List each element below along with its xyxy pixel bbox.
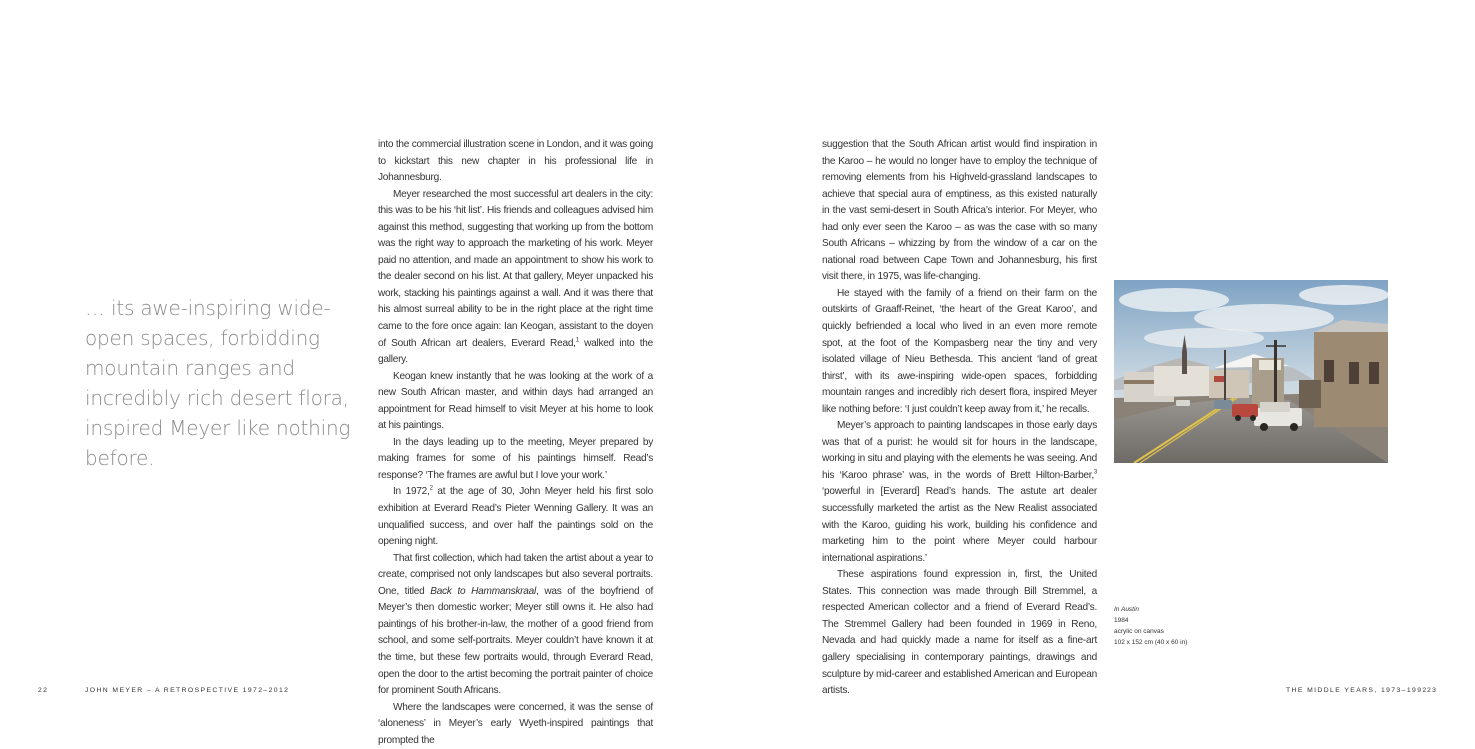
left-text-column [378,137,653,749]
paragraph-text: at the age of 30, John Meyer held his first solo exhibition at Everard Read’s Pieter Wenning Gallery. It was an unqualified success, and over half the paintings sold on the opening night. [378,486,653,548]
left-running-head: JOHN MEYER – A RETROSPECTIVE 1972–2012 [85,687,290,694]
right-running-head: THE MIDDLE YEARS, 1973–1992 [1286,687,1428,694]
paragraph [378,484,653,550]
paragraph: These aspirations found expression in, first, the United States. This connection was made through Bill Stremmel, a respected American collector and a friend of Everard Read’s. The Stremmel Gallery had been founded in 1969 in Reno, Nevada and had quickly made a name for itself as a fine-art gallery specialising in contemporary paintings, drawings and sculpture by mid-career and established American and European artists. [822,569,1097,697]
paragraph-text: , was of the boyfriend of Meyer’s then domestic worker; Meyer still owns it. He also had paintings of his brother-in-law, the mother of a good friend from school, and some self-portraits. Meyer couldn’t have known it at the time, but these few portraits would, through Everard Read, open the door to the artist becoming the portrait painter of choice for prominent South Africans. [378,585,653,697]
paragraph: He stayed with the family of a friend on their farm on the outskirts of Graaff-Reinet, ‘the heart of the Great Karoo’, and quickly befriended a local who lived in an even more remote spot, at the foot of the Kompasberg near the tiny and very isolated village of Nieu Bethesda. This ancient ‘land of great thirst’, with its awe-inspiring wide-open spaces, forbidding mountain ranges and incredibly rich desert flora, inspired Meyer like nothing before: ‘I just couldn’t keep away from it,’ he recalls. [822,287,1097,415]
artwork-title: Back to Hammanskraal [430,585,537,597]
footnote-marker: 1 [575,337,579,344]
image-caption [1114,604,1187,648]
right-page-number: 23 [1427,687,1438,694]
paragraph-text: Meyer’s approach to painting landscapes in those early days was that of a purist: he would sit for hours in the landscape, working in situ and playing with the elements he was seeing. And his ‘Karoo phrase’ was, in the words of Brett Hilton-Barber, [822,420,1097,481]
paragraph: Where the landscapes were concerned, it was the sense of ‘aloneness’ in Meyer’s early Wyeth-inspired paintings that prompted the [378,701,653,746]
painting-image [1114,280,1388,463]
painting-street-scene [1114,280,1388,463]
paragraph-text: That first collection, which had taken the artist about a year to create, comprised not only landscapes but also several portraits. One, titled [378,552,653,597]
paragraph: into the commercial illustration scene in London, and it was going to kickstart this new chapter in his professional life in Johannesburg. [378,139,653,184]
paragraph [378,187,653,369]
paragraph: Keogan knew instantly that he was looking at the work of a new South African master, and within days had arranged an appointment for Read himself to visit Meyer at his home to look at his paintings. [378,370,653,432]
paragraph [822,418,1097,567]
caption-year: 1984 [1114,617,1129,624]
footnote-marker: 3 [1093,469,1097,476]
paragraph: suggestion that the South African artist would find inspiration in the Karoo – he would no longer have to employ the technique of removing elements from his Highveld-grassland landscapes to achieve that special aura of emptiness, as this existed naturally in the vast semi-desert in South Africa’s interior. For Meyer, who had only ever seen the Karoo – as was the case with so many South Africans – whizzing by from the window of a car on the national road between Cape Town and Johannesburg, his first visit there, in 1975, was life-changing. [822,139,1097,283]
caption-medium: acrylic on canvas [1114,628,1164,635]
paragraph [378,551,653,700]
paragraph-text: walked into the gallery. [378,337,654,366]
paragraph-text: ‘powerful in [Everard] Read’s hands. The astute art dealer successfully marketed the artist as the New Realist associated with the Karoo, guiding his work, building his confidence and marketing him to the point where Meyer could harbour international aspirations.’ [822,486,1097,564]
paragraph-text: In 1972, [393,486,430,498]
footnote-marker: 2 [429,486,433,493]
pull-quote: … its awe-inspiring wide-open spaces, forbidding mountain ranges and incredibly rich desert flora, inspired Meyer like nothing before. [85,296,351,470]
caption-size: 102 x 152 cm (40 x 60 in) [1114,639,1188,646]
paragraph-text: Meyer researched the most successful art dealers in the city: this was to be his ‘hit list’. His friends and colleagues advised him against this method, suggesting that working up from the bottom was the right way to approach the marketing of his work. Meyer paid no attention, and made an appointment to show his work to the dealer second on his list. At that gallery, Meyer unpacked his work, stacking his paintings against a wall. And it was there that his almost surreal ability to be in the right place at the right time came to the fore once again: Ian Keogan, assistant to the doyen of South African art dealers, Everard Read, [378,188,653,349]
right-text-column [822,137,1097,700]
paragraph: In the days leading up to the meeting, Meyer prepared by making frames for some of his paintings himself. Read’s response? ‘The frames are awful but I love your work.’ [378,436,653,481]
left-page-number: 22 [38,687,49,694]
caption-title: In Austin [1114,606,1140,613]
